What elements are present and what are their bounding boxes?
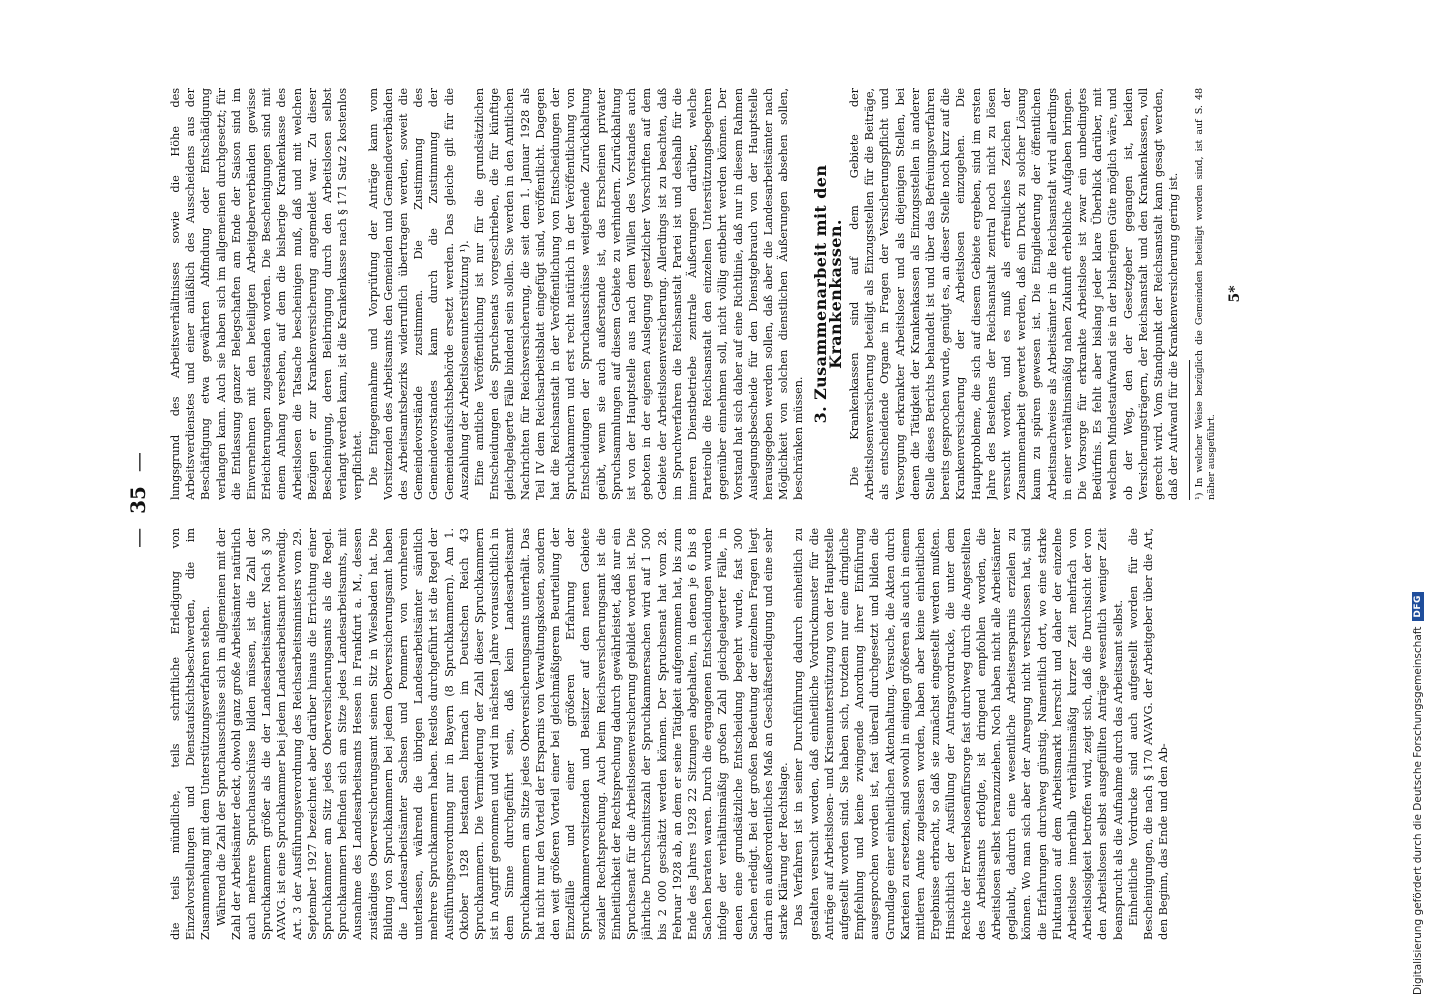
paragraph: Eine amtliche Veröffentlichung ist nur für die grundsätzlichen Entscheidungen des Spruchsenats vorgeschrieben, die für künftige gleichgelagerte Fälle bindend sein sollen. Sie werden in den Amtlichen Nachrichten für Reichsversicherung, die seit dem 1. Januar 1928 als Teil IV dem Reichsarbeitsblatt eingefügt sind, veröffentlicht. Dagegen hat die Reichsanstalt in der Veröffentlichung von Entscheidungen der Spruchkammern und erst recht natürlich in der Veröffentlichung von Entscheidungen der Spruchausschüsse weitgehende Zurückhaltung geübt, wenn sie auch außerstande ist, das Erscheinen privater Spruchsammlungen auf diesem Gebiete zu verhindern. Zurückhaltung ist von der Hauptstelle aus nach dem Willen des Vorstandes auch geboten in der eigenen Auslegung gesetzlicher Vorschriften auf dem Gebiete der Arbeitslosenversicherung. Allerdings ist zu beachten, daß im Spruchverfahren die Reichsanstalt Partei ist und deshalb für die inneren Dienstbetriebe zentrale Äußerungen darüber, welche Parteirolle die Reichsanstalt den einzelnen Unterstützungsbegehren gegenüber einnehmen soll, nicht völlig entbehrt werden können. Der Vorstand hat sich daher auf eine Richtlinie, daß nur in diesem Rahmen Auslegungsbescheide für den Dienstgebrauch von der Hauptstelle herausgegeben werden sollen, daß aber die Landesarbeitsämter nach Möglichkeit von solchen dienstlichen Äußerungen absehen sollen, beschränken müssen. [472, 88, 806, 500]
section-heading: 3. Zusammenarbeit mit den Krankenkassen. [810, 164, 845, 424]
left-column [168, 528, 1288, 940]
rotated-page [120, 60, 1320, 940]
footnote-divider [1189, 360, 1190, 500]
paragraph: Die Entgegennahme und Vorprüfung der Anträge kann vom Vorsitzenden des Arbeitsamts den Gemeinden und Gemeindeverbänden des Arbeitsamtsbezirks widerruflich übertragen werden, soweit die Gemeindevorstände zustimmen. Die Zustimmung des Gemeindevorstandes kann durch die Zustimmung der Gemeindeaufsichtsbehörde ersetzt werden. Das gleiche gilt für die Auszahlung der Arbeitslosenunterstützung ¹). [365, 88, 471, 500]
credit-text: Digitalisierung gefördert durch die Deutsche Forschungsgemeinschaft [1412, 626, 1424, 995]
header-dash-right: — [126, 452, 150, 473]
paragraph: Die Krankenkassen sind auf dem Gebiete der Arbeitslosenversicherung beteiligt als Einzugsstellen für die Beiträge, als entscheidende Organe in Fragen der Versicherungspflicht und Versorgung erkrankter Arbeitsloser und als diejenigen Stellen, bei denen die Tätigkeit der Krankenkassen als Einzugsstellen in anderer Stelle dieses Berichts behandelt ist und über das Befreiungsverfahren bereits gesprochen wurde, genügt es, an dieser Stelle noch kurz auf die Krankenversicherung der Arbeitslosen einzugehen. Die Hauptprobleme, die sich auf diesem Gebiete ergeben, sind im ersten Jahre des Bestehens der Reichsanstalt zentral noch nicht zu lösen versucht worden, und es muß als erfreuliches Zeichen der Zusammenarbeit gewertet werden, daß ein Druck zu solcher Lösung kaum zu spüren gewesen ist. Die Eingliederung der öffentlichen Arbeitsnachweise als Arbeitsämter in die Reichsanstalt wird allerdings in einer verhältnismäßig nahen Zukunft erhebliche Aufgaben bringen. Die Vorsorge für erkrankte Arbeitslose ist zwar ein unbedingtes Bedürfnis. Es fehlt aber bislang jeder klare Überblick darüber, mit welchem Mindestaufwand sie in der bisherigen Güte möglich wäre, und ob der Weg, den der Gesetzgeber gegangen ist, beiden Versicherungsträgern, der Reichsanstalt und den Krankenkassen, voll gerecht wird. Vom Standpunkt der Reichsanstalt kann gesagt werden, daß der Aufwand für die Krankenversicherung gering ist. [846, 88, 1181, 500]
page-number: 35 [126, 486, 150, 514]
paragraph: lungsgrund des Arbeitsverhältnisses sowie die Höhe des Arbeitsverdienstes und einer anläßlich des Ausscheidens aus der Beschäftigung etwa gewährten Abfindung oder Entschädigung verlangen kann. Auch sie haben sich im allgemeinen durchgesetzt; für die Entlassung ganzer Belegschaften am Ende der Saison sind im Einvernehmen mit den beteiligten Arbeitgeberverbänden gewisse Erleichterungen zugestanden worden. Die Bescheinigungen sind mit einem Anhang versehen, auf dem die bisherige Krankenkasse des Arbeitslosen die Tatsache bescheinigen muß, daß und mit welchen Bezügen er zur Krankenversicherung angemeldet war. Zu dieser Bescheinigung, deren Beibringung durch den Arbeitslosen selbst verlangt werden kann, ist die Krankenkasse nach § 171 Satz 2 kostenlos verpflichtet. [168, 88, 365, 500]
digitization-credit [1412, 592, 1424, 995]
page-header [120, 60, 156, 940]
paragraph: Während die Zahl der Spruchausschüsse sich im allgemeinen mit der Zahl der Arbeitsämter deckt, obwohl ganz große Arbeitsämter natürlich auch mehrere Spruchausschüsse bilden müssen, ist die Zahl der Spruchkammern größer als die der Landesarbeitsämter. Nach § 30 AVAVG. ist eine Spruchkammer bei jedem Landesarbeitsamt notwendig. Art. 3 der Ausführungsverordnung des Reichsarbeitsministers vom 29. September 1927 bezeichnet aber darüber hinaus die Errichtung einer Spruchkammer am Sitz jedes Oberversicherungsamts als die Regel. Spruchkammern befinden sich am Sitze jedes Landesarbeitsamts, mit Ausnahme des Landesarbeitsamts Hessen in Frankfurt a. M., dessen zuständiges Oberversicherungsamt seinen Sitz in Wiesbaden hat. Die Bildung von Spruchkammern bei jedem Oberversicherungsamt haben die Landesarbeitsämter Sachsen und Pommern von vornherein unterlassen, während die übrigen Landesarbeitsämter sämtlich mehrere Spruchkammern haben. Restlos durchgeführt ist die Regel der Ausführungsverordnung nur in Bayern (8 Spruchkammern). Am 1. Oktober 1928 bestanden hiernach im Deutschen Reich 43 Spruchkammern. Die Verminderung der Zahl dieser Spruchkammern ist in Angriff genommen und wird im nächsten Jahre voraussichtlich in dem Sinne durchgeführt sein, daß kein Landesarbeitsamt Spruchkammern am Sitze jedes Oberversicherungsamts unterhält. Das hat nicht nur den Vorteil der Ersparnis von Verwaltungskosten, sondern den weit größeren Vorteil einer bei gleichmäßigerem Beurteilung der Einzelfälle und einer größeren Erfahrung der Spruchkammervorsitzenden und Beisitzer auf dem neuen Gebiete sozialer Rechtsprechung. Auch beim Reichsversicherungsamt ist die Einheitlichkeit der Rechtsprechung dadurch gewährleistet, daß nur ein Spruchsenat für die Arbeitslosenversicherung gebildet worden ist. Die jährliche Durchschnittszahl der Spruchkammersachen wird auf 1 500 bis 2 000 geschätzt werden können. Der Spruchsenat hat vom 28. Februar 1928 ab, an dem er seine Tätigkeit aufgenommen hat, bis zum Ende des Jahres 1928 22 Sitzungen abgehalten, in denen je 6 bis 8 Sachen beraten waren. Durch die ergangenen Entscheidungen wurden infolge der verhältnismäßig großen Zahl gleichgelagerter Fälle, in denen eine grundsätzliche Entscheidung begehrt wurde, fast 300 Sachen erledigt. Bei der großen Bedeutung der einzelnen Fragen liegt darin ein außerordentliches Maß an Geschäftserledigung und eine sehr starke Klärung der Rechtslage. [213, 528, 791, 940]
paragraph: Das Verfahren ist in seiner Durchführung dadurch einheitlich zu gestalten versucht worden, daß einheitliche Vordruckmuster für die Anträge auf Arbeitslosen- und Krisenunterstützung von der Hauptstelle aufgestellt worden sind. Sie haben sich, trotzdem nur eine dringliche Empfehlung und keine zwingende Anordnung ihrer Einführung ausgesprochen worden ist, fast überall durchgesetzt und bilden die Grundlage einer einheitlichen Aktenhaltung. Versuche, die Akten durch Karteien zu ersetzen, sind sowohl in einigen größeren als auch in einem mittleren Amte zugelassen worden, haben aber keine einheitlichen Ergebnisse erbracht, so daß sie zunächst eingestellt werden mußten. Hinsichtlich der Ausfüllung der Antragsvordrucke, die unter dem Rechte der Erwerbslosenfürsorge fast durchweg durch die Angestellten des Arbeitsamts erfolgte, ist dringend empfohlen worden, die Arbeitslosen selbst heranzuziehen. Noch haben nicht alle Arbeitsämter geglaubt, dadurch eine wesentliche Arbeitsersparnis erzielen zu können. Wo man sich aber der Anregung nicht verschlossen hat, sind die Erfahrungen durchweg günstig. Namentlich dort, wo eine starke Fluktuation auf dem Arbeitsmarkt herrscht und daher der einzelne Arbeitslose innerhalb verhältnismäßig kurzer Zeit mehrfach von Arbeitslosigkeit betroffen wird, zeigt sich, daß die Durchsicht der von den Arbeitslosen selbst ausgefüllten Anträge wesentlich weniger Zeit beansprucht als die Aufnahme durch das Arbeitsamt selbst. [791, 528, 1125, 940]
dfg-logo: DFG [1412, 592, 1424, 621]
paragraph: die teils mündliche, teils schriftliche Erledigung von Einzelvorstellungen und Dienstaufsichtsbeschwerden, die im Zusammenhang mit dem Unterstützungsverfahren stehen. [168, 528, 213, 940]
footnote: ¹) In welcher Weise bezüglich die Gemeinden beteiligt worden sind, ist auf S. 48 näher ausgeführt. [1194, 88, 1218, 500]
paragraph: Einheitliche Vordrucke sind auch aufgestellt worden für die Bescheinigungen, die nach § 170 AVAVG. der Arbeitgeber über die Art, den Beginn, das Ende und den Ab- [1125, 528, 1171, 940]
page-content [120, 60, 1320, 940]
signature-mark: 5* [1227, 285, 1244, 303]
right-column [168, 88, 1288, 500]
header-dash-left: — [126, 527, 150, 548]
